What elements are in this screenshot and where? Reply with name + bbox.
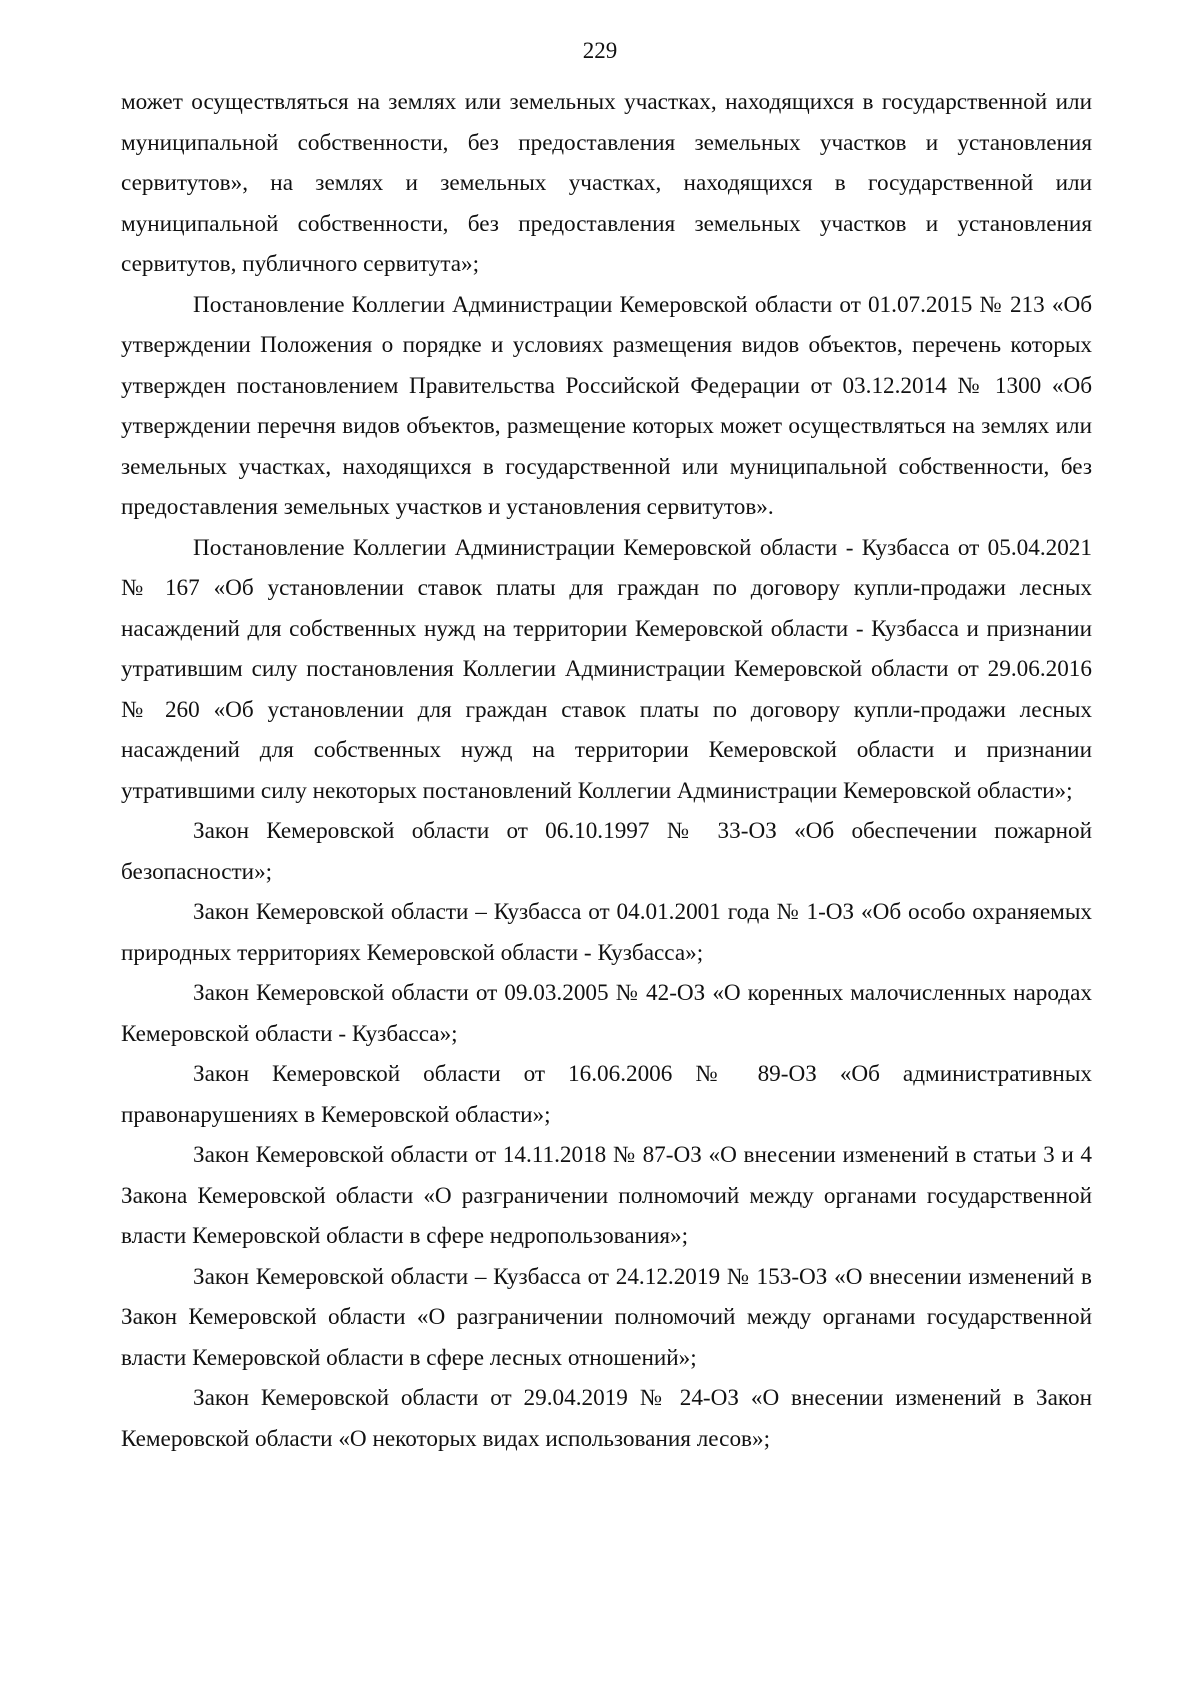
paragraph-law-89-oz: Закон Кемеровской области от 16.06.2006 № 89-ОЗ «Об административных правонарушениях в Кемеровской области»; [121,1061,1092,1128]
paragraph-continuation: может осуществляться на землях или земельных участках, находящихся в государственной или муниципальной собственности, без предоставления земельных участков и установления сервитутов», на землях и земельных участках, находящихся в государственной или муниципальной собственности, без предоставления земельных участков и установления сервитутов, публичного сервитута»; [121,89,1092,277]
paragraph-resolution-167: Постановление Коллегии Администрации Кемеровской области - Кузбасса от 05.04.2021 № 167 «Об установлении ставок платы для граждан по договору купли-продажи лесных насаждений для собственных нужд на территории Кемеровской области - Кузбасса и признании утратившим силу постановления Коллегии Администрации Кемеровской области от 29.06.2016 № 260 «Об установлении для граждан ставок платы по договору купли-продажи лесных насаждений для собственных нужд на территории Кемеровской области и признании утратившими силу некоторых постановлений Коллегии Администрации Кемеровской области»; [121,534,1092,804]
paragraph-law-24-oz: Закон Кемеровской области от 29.04.2019 № 24-ОЗ «О внесении изменений в Закон Кемеровской области «О некоторых видах использования лесов»; [121,1385,1092,1452]
paragraph-law-153-oz: Закон Кемеровской области – Кузбасса от 24.12.2019 № 153-ОЗ «О внесении изменений в Закон Кемеровской области «О разграничении полномочий между органами государственной власти Кемеровской области в сфере лесных отношений»; [121,1263,1092,1371]
paragraph-resolution-213: Постановление Коллегии Администрации Кемеровской области от 01.07.2015 № 213 «Об утверждении Положения о порядке и условиях размещения видов объектов, перечень которых утвержден постановлением Правительства Российской Федерации от 03.12.2014 № 1300 «Об утверждении перечня видов объектов, размещение которых может осуществляться на землях или земельных участках, находящихся в государственной или муниципальной собственности, без предоставления земельных участков и установления сервитутов». [121,291,1092,520]
paragraph-law-42-oz: Закон Кемеровской области от 09.03.2005 № 42-ОЗ «О коренных малочисленных народах Кемеровской области - Кузбасса»; [121,980,1092,1047]
paragraph-law-87-oz: Закон Кемеровской области от 14.11.2018 № 87-ОЗ «О внесении изменений в статьи 3 и 4 Закона Кемеровской области «О разграничении полномочий между органами государственной власти Кемеровской области в сфере недропользования»; [121,1142,1092,1249]
paragraph-law-1-oz: Закон Кемеровской области – Кузбасса от 04.01.2001 года № 1-ОЗ «Об особо охраняемых природных территориях Кемеровской области - Кузбасса»; [121,899,1092,966]
paragraph-law-33-oz: Закон Кемеровской области от 06.10.1997 № 33-ОЗ «Об обеспечении пожарной безопасности»; [121,818,1092,885]
document-body [121,82,1092,1459]
page-number: 229 [582,38,618,63]
